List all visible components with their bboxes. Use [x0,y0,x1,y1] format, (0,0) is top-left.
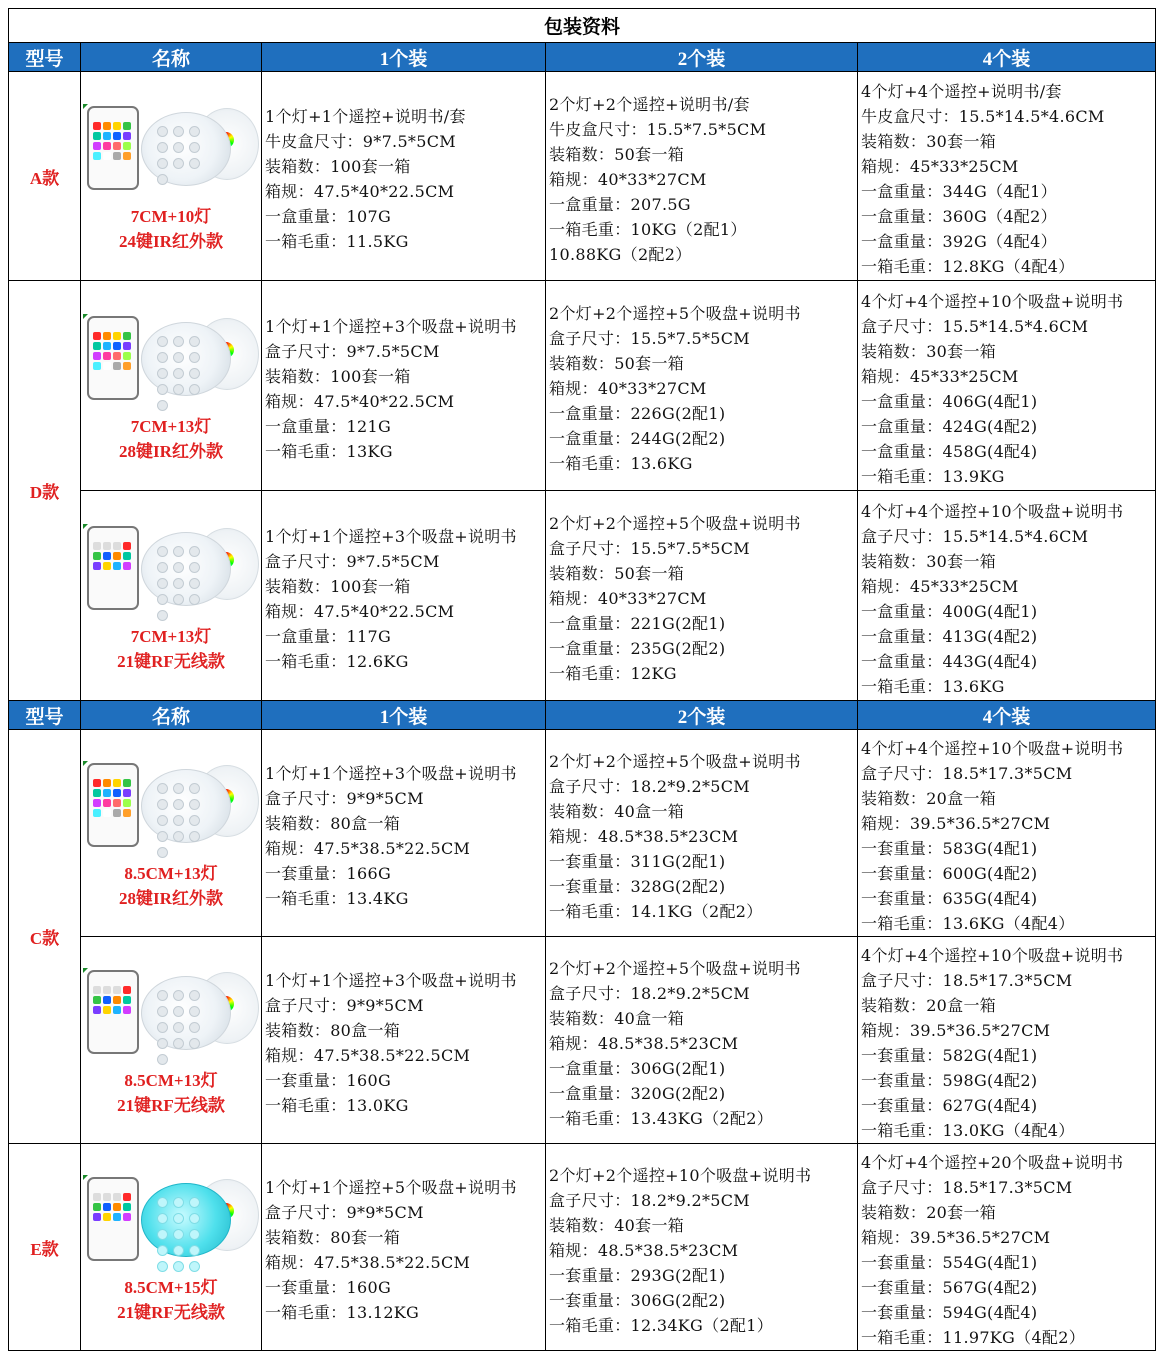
spec-line: 装箱数：40盒一箱 [549,801,685,821]
spec-line: 装箱数：100套一箱 [265,576,411,596]
product-caption: 7CM+10灯 [130,207,212,226]
spec-line: 一盒重量：458G(4配4) [861,441,1038,461]
spec-line: 箱规：45*33*25CM [861,576,1019,596]
spec-line: 一箱毛重：12.6KG [265,651,409,671]
product-photo [83,968,259,1060]
product-name-cell [81,1144,262,1351]
spec-line: 装箱数：30套一箱 [861,132,997,151]
pack2-cell [546,72,858,281]
product-caption: 21键RF无线款 [117,651,225,671]
spec-line: 2个灯+2个遥控+5个吸盘+说明书 [549,304,801,323]
spec-line: 一盒重量：400G(4配1) [861,601,1038,621]
ir-remote-icon [87,316,139,400]
product-name-cell [81,730,262,937]
spec-line: 装箱数：20套一箱 [861,1203,997,1222]
spec-line: 一盒重量：306G(2配1) [549,1058,726,1078]
header-name: 名称 [81,701,262,730]
spec-line: 盒子尺寸：15.5*14.5*4.6CM [861,316,1089,336]
spec-line: 4个灯+4个遥控+10个吸盘+说明书 [861,739,1124,758]
product-name-cell [81,281,262,491]
spec-line: 盒子尺寸：15.5*14.5*4.6CM [861,526,1089,546]
spec-line: 箱规：40*33*27CM [549,379,707,398]
packaging-table [8,8,1156,1351]
product-name-cell [81,72,262,281]
spec-line: 2个灯+2个遥控+10个吸盘+说明书 [549,1165,812,1185]
spec-line: 一盒重量：207.5G [549,194,691,214]
spec-line: 盒子尺寸：18.5*17.3*5CM [861,971,1073,990]
spec-line: 1个灯+1个遥控+3个吸盘+说明书 [265,764,517,783]
spec-line: 装箱数：50套一箱 [549,354,685,373]
spec-line: 2个灯+2个遥控+5个吸盘+说明书 [549,514,801,533]
header-row [9,701,1156,730]
spec-line: 10.88KG（2配2） [549,244,692,264]
spec-line: 一套重量：567G(4配2) [861,1278,1038,1297]
spec-line: 一套重量：583G(4配1) [861,839,1038,858]
spec-line: 箱规：47.5*38.5*22.5CM [265,1253,471,1272]
spec-line: 箱规：48.5*38.5*23CM [549,1033,739,1053]
header-pack4: 4个装 [858,701,1156,730]
product-photo [83,104,259,196]
spec-line: 装箱数：50套一箱 [549,144,685,164]
spec-line: 装箱数：80套一箱 [265,1228,401,1247]
spec-line: 箱规：47.5*38.5*22.5CM [265,1046,471,1065]
product-caption: 7CM+13灯 [130,626,212,646]
spec-line: 装箱数：20盒一箱 [861,996,997,1015]
spec-line: 一箱毛重：12.8KG（4配4） [861,257,1075,276]
product-caption: 8.5CM+15灯 [124,1278,218,1297]
spec-line: 牛皮盒尺寸：9*7.5*5CM [265,132,456,151]
spec-line: 一盒重量：226G(2配1) [549,404,726,423]
spec-line: 一套重量：554G(4配1) [861,1253,1038,1272]
pack1-cell [262,491,546,701]
spec-line: 一套重量：582G(4配1) [861,1046,1038,1065]
spec-line: 盒子尺寸：9*9*5CM [265,1203,424,1222]
product-caption: 24键IR红外款 [119,232,223,251]
spec-line: 盒子尺寸：9*9*5CM [265,996,424,1015]
header-model: 型号 [9,701,81,730]
pack4-cell [858,937,1156,1144]
spec-line: 一盒重量：344G（4配1） [861,182,1057,201]
spec-line: 箱规：47.5*38.5*22.5CM [265,839,471,858]
spec-line: 箱规：45*33*25CM [861,157,1019,176]
spec-line: 1个灯+1个遥控+3个吸盘+说明书 [265,526,517,546]
spec-line: 4个灯+4个遥控+10个吸盘+说明书 [861,946,1124,965]
spec-line: 盒子尺寸：18.2*9.2*5CM [549,983,750,1003]
product-caption: 8.5CM+13灯 [124,1071,218,1090]
spec-line: 牛皮盒尺寸：15.5*14.5*4.6CM [861,107,1105,126]
spec-line: 装箱数：80盒一箱 [265,814,401,833]
spec-line: 一盒重量：107G [265,207,392,226]
spec-line: 箱规：40*33*27CM [549,589,707,608]
pack2-cell [546,730,858,937]
header-pack1: 1个装 [262,701,546,730]
spec-line: 一套重量：328G(2配2) [549,876,726,896]
spec-line: 4个灯+4个遥控+10个吸盘+说明书 [861,501,1124,521]
spec-line: 一箱毛重：13.12KG [265,1303,420,1322]
spec-line: 一盒重量：221G(2配1) [549,614,726,633]
spec-line: 2个灯+2个遥控+5个吸盘+说明书 [549,751,801,771]
spec-line: 一箱毛重：13.6KG [549,454,693,473]
spec-line: 一箱毛重：11.5KG [265,232,409,251]
spec-line: 一盒重量：244G(2配2) [549,429,726,448]
spec-line: 一盒重量：413G(4配2) [861,626,1038,646]
spec-line: 装箱数：50套一箱 [549,564,685,583]
spec-line: 箱规：47.5*40*22.5CM [265,601,455,621]
spec-line: 一箱毛重：13.0KG [265,1096,409,1115]
spec-line: 箱规：48.5*38.5*23CM [549,1240,739,1260]
spec-line: 装箱数：100套一箱 [265,366,411,386]
spec-line: 牛皮盒尺寸：15.5*7.5*5CM [549,119,767,139]
spec-line: 一套重量：598G(4配2) [861,1071,1038,1090]
spec-line: 一盒重量：406G(4配1) [861,391,1038,411]
spec-line: 箱规：40*33*27CM [549,169,707,189]
rf-remote-icon [87,1177,139,1261]
spec-line: 盒子尺寸：9*7.5*5CM [265,341,440,361]
spec-line: 一箱毛重：12.34KG（2配1） [549,1315,773,1335]
model-cell: A款 [9,72,81,281]
pack4-cell [858,730,1156,937]
spec-line: 一箱毛重：13.0KG（4配4） [861,1121,1075,1140]
pack1-cell [262,281,546,491]
spec-line: 箱规：47.5*40*22.5CM [265,182,455,201]
product-photo [83,761,259,853]
table-row [9,1144,1156,1351]
spec-line: 盒子尺寸：18.2*9.2*5CM [549,1190,750,1210]
spec-line: 一套重量：293G(2配1) [549,1265,726,1285]
spec-line: 盒子尺寸：18.2*9.2*5CM [549,776,750,796]
product-caption: 21键RF无线款 [117,1096,225,1115]
header-pack1: 1个装 [262,43,546,72]
spec-line: 箱规：45*33*25CM [861,366,1019,386]
pack4-cell [858,72,1156,281]
spec-line: 一套重量：311G(2配1) [549,851,726,871]
pack4-cell [858,491,1156,701]
pack4-cell [858,1144,1156,1351]
spec-line: 一箱毛重：11.97KG（4配2） [861,1328,1085,1347]
product-caption: 8.5CM+13灯 [124,864,218,883]
product-photo [83,314,259,406]
spec-line: 4个灯+4个遥控+10个吸盘+说明书 [861,291,1124,311]
spec-line: 一箱毛重：14.1KG（2配2） [549,901,763,921]
spec-line: 一盒重量：117G [265,626,392,646]
pack1-cell [262,1144,546,1351]
sheet-title: 包装资料 [9,9,1156,43]
spec-line: 1个灯+1个遥控+3个吸盘+说明书 [265,971,517,990]
spec-line: 箱规：39.5*36.5*27CM [861,1228,1051,1247]
pack1-cell [262,937,546,1144]
pack4-cell [858,281,1156,491]
table-row [9,937,1156,1144]
product-name-cell [81,937,262,1144]
spec-line: 盒子尺寸：15.5*7.5*5CM [549,539,750,558]
spec-line: 1个灯+1个遥控+5个吸盘+说明书 [265,1178,517,1197]
spec-line: 装箱数：80盒一箱 [265,1021,401,1040]
spec-line: 盒子尺寸：9*7.5*5CM [265,551,440,571]
pack1-cell [262,72,546,281]
table-row [9,730,1156,937]
spec-line: 装箱数：40套一箱 [549,1215,685,1235]
pack2-cell [546,281,858,491]
product-caption: 21键RF无线款 [117,1303,225,1322]
spec-line: 一套重量：627G(4配4) [861,1096,1038,1115]
rf-remote-icon [87,970,139,1054]
spec-line: 一套重量：600G(4配2) [861,864,1038,883]
spec-line: 装箱数：100套一箱 [265,157,411,176]
model-cell: E款 [9,1144,81,1351]
pack2-cell [546,937,858,1144]
spec-line: 装箱数：30套一箱 [861,551,997,571]
spec-line: 盒子尺寸：18.5*17.3*5CM [861,764,1073,783]
spec-line: 一箱毛重：13.43KG（2配2） [549,1108,773,1128]
spec-line: 一套重量：166G [265,864,392,883]
table-row [9,281,1156,491]
spec-line: 1个灯+1个遥控+说明书/套 [265,107,466,126]
spec-line: 一箱毛重：12KG [549,664,677,683]
header-pack2: 2个装 [546,701,858,730]
product-caption: 7CM+13灯 [130,416,212,436]
product-photo [83,524,259,616]
pack2-cell [546,491,858,701]
spec-line: 一套重量：635G(4配4) [861,889,1038,908]
spec-line: 箱规：47.5*40*22.5CM [265,391,455,411]
spec-line: 箱规：39.5*36.5*27CM [861,1021,1051,1040]
pack1-cell [262,730,546,937]
spec-line: 盒子尺寸：15.5*7.5*5CM [549,329,750,348]
spec-line: 一盒重量：392G（4配4） [861,232,1057,251]
spec-line: 箱规：39.5*36.5*27CM [861,814,1051,833]
spec-line: 一箱毛重：13.6KG（4配4） [861,914,1075,933]
ir-remote-icon [87,763,139,847]
spec-line: 装箱数：20盒一箱 [861,789,997,808]
spec-line: 一套重量：160G [265,1278,392,1297]
spec-line: 装箱数：40盒一箱 [549,1008,685,1028]
header-row [9,43,1156,72]
product-photo [83,1175,259,1267]
spec-line: 一盒重量：235G(2配2) [549,639,726,658]
spec-line: 一盒重量：443G(4配4) [861,651,1038,671]
header-name: 名称 [81,43,262,72]
product-caption: 28键IR红外款 [119,441,223,461]
spec-line: 2个灯+2个遥控+说明书/套 [549,94,750,114]
header-pack2: 2个装 [546,43,858,72]
spec-line: 一盒重量：424G(4配2) [861,416,1038,436]
table-row [9,491,1156,701]
rf-remote-icon [87,526,139,610]
spec-line: 一套重量：160G [265,1071,392,1090]
spec-line: 一盒重量：320G(2配2) [549,1083,726,1103]
spec-line: 一套重量：594G(4配4) [861,1303,1038,1322]
spec-line: 盒子尺寸：18.5*17.3*5CM [861,1178,1073,1197]
spec-line: 2个灯+2个遥控+5个吸盘+说明书 [549,958,801,978]
spec-line: 盒子尺寸：9*9*5CM [265,789,424,808]
ir-remote-icon [87,106,139,190]
spec-line: 一盒重量：360G（4配2） [861,207,1057,226]
header-model: 型号 [9,43,81,72]
spec-line: 箱规：48.5*38.5*23CM [549,826,739,846]
spec-line: 一套重量：306G(2配2) [549,1290,726,1310]
spec-line: 装箱数：30套一箱 [861,341,997,361]
spec-line: 一箱毛重：10KG（2配1） [549,219,747,239]
spec-line: 一箱毛重：13.9KG [861,466,1005,486]
spec-line: 1个灯+1个遥控+3个吸盘+说明书 [265,316,517,336]
spec-line: 一箱毛重：13KG [265,441,393,461]
spec-line: 一盒重量：121G [265,416,392,436]
pack2-cell [546,1144,858,1351]
spec-line: 一箱毛重：13.4KG [265,889,409,908]
model-cell: C款 [9,730,81,1144]
model-cell: D款 [9,281,81,701]
product-caption: 28键IR红外款 [119,889,223,908]
header-pack4: 4个装 [858,43,1156,72]
spec-line: 4个灯+4个遥控+20个吸盘+说明书 [861,1153,1124,1172]
table-row [9,72,1156,281]
product-name-cell [81,491,262,701]
spec-line: 一箱毛重：13.6KG [861,676,1005,696]
spec-line: 4个灯+4个遥控+说明书/套 [861,82,1062,101]
